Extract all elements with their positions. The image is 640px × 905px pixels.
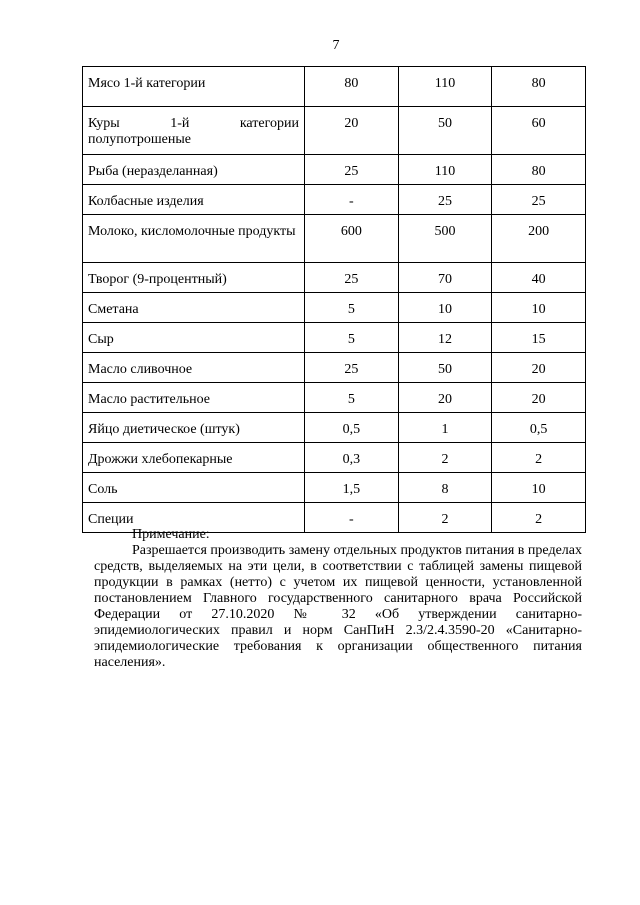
table-row <box>83 413 586 443</box>
value-cell-2: 70 <box>398 263 492 293</box>
table-body <box>83 67 586 533</box>
product-name-cell: Соль <box>83 473 305 503</box>
value-cell-3: 80 <box>492 155 586 185</box>
value-cell-2: 12 <box>398 323 492 353</box>
note-title: Примечание: <box>132 527 210 542</box>
table-row <box>83 323 586 353</box>
value-cell-1: 5 <box>305 383 399 413</box>
note-text: Разрешается производить замену отдельных продуктов питания в пределах средств, выделяемых на эти цели, в соответствии с таблицей замены пищевой продукции в рамках (нетто) с учетом их пищевой ценности, установленной постановлением Главного государственного санитарного врача Российской Федерации от 27.10.2020 № 32 «Об утверждении санитарно-эпидемиологических правил и норм СанПиН 2.3/2.4.3590-20 «Санитарно-эпидемиологические требования к организации общественного питания населения». <box>94 543 582 670</box>
value-cell-1: 80 <box>305 67 399 107</box>
product-name-cell: Рыба (неразделанная) <box>83 155 305 185</box>
value-cell-3: 10 <box>492 473 586 503</box>
note-section <box>94 527 582 671</box>
product-name-cell: Колбасные изделия <box>83 185 305 215</box>
value-cell-3: 0,5 <box>492 413 586 443</box>
value-cell-1: 5 <box>305 323 399 353</box>
product-name-cell: Куры 1-й категории полупотрошеные <box>83 107 305 155</box>
value-cell-3: 200 <box>492 215 586 263</box>
value-cell-2: 2 <box>398 503 492 533</box>
food-norms-table <box>82 66 586 533</box>
value-cell-1: - <box>305 185 399 215</box>
product-name-cell: Сыр <box>83 323 305 353</box>
value-cell-2: 25 <box>398 185 492 215</box>
product-name-cell: Дрожжи хлебопекарные <box>83 443 305 473</box>
value-cell-1: 5 <box>305 293 399 323</box>
value-cell-1: 0,3 <box>305 443 399 473</box>
value-cell-1: 20 <box>305 107 399 155</box>
table-row <box>83 443 586 473</box>
value-cell-2: 8 <box>398 473 492 503</box>
value-cell-2: 50 <box>398 353 492 383</box>
table-row <box>83 215 586 263</box>
value-cell-1: 25 <box>305 155 399 185</box>
value-cell-3: 20 <box>492 383 586 413</box>
value-cell-3: 80 <box>492 67 586 107</box>
value-cell-2: 50 <box>398 107 492 155</box>
table-row <box>83 473 586 503</box>
value-cell-3: 10 <box>492 293 586 323</box>
value-cell-2: 110 <box>398 67 492 107</box>
value-cell-2: 20 <box>398 383 492 413</box>
product-name-cell: Масло растительное <box>83 383 305 413</box>
table-row <box>83 383 586 413</box>
table-row <box>83 185 586 215</box>
product-name-cell: Мясо 1-й категории <box>83 67 305 107</box>
value-cell-1: 25 <box>305 263 399 293</box>
product-name-cell: Творог (9-процентный) <box>83 263 305 293</box>
table-row <box>83 353 586 383</box>
product-name-cell: Масло сливочное <box>83 353 305 383</box>
page-number: 7 <box>332 38 340 53</box>
value-cell-3: 15 <box>492 323 586 353</box>
product-name-cell: Специи <box>83 503 305 533</box>
product-name-cell: Яйцо диетическое (штук) <box>83 413 305 443</box>
value-cell-3: 60 <box>492 107 586 155</box>
value-cell-1: 1,5 <box>305 473 399 503</box>
value-cell-2: 1 <box>398 413 492 443</box>
value-cell-3: 2 <box>492 443 586 473</box>
value-cell-3: 20 <box>492 353 586 383</box>
table-row <box>83 107 586 155</box>
table-row <box>83 263 586 293</box>
table-row <box>83 155 586 185</box>
value-cell-1: 25 <box>305 353 399 383</box>
value-cell-1: 0,5 <box>305 413 399 443</box>
value-cell-2: 2 <box>398 443 492 473</box>
value-cell-2: 110 <box>398 155 492 185</box>
value-cell-1: - <box>305 503 399 533</box>
table-row <box>83 67 586 107</box>
value-cell-3: 2 <box>492 503 586 533</box>
value-cell-3: 25 <box>492 185 586 215</box>
product-name-cell: Молоко, кисломолочные продукты <box>83 215 305 263</box>
value-cell-1: 600 <box>305 215 399 263</box>
product-name-cell: Сметана <box>83 293 305 323</box>
value-cell-2: 10 <box>398 293 492 323</box>
value-cell-3: 40 <box>492 263 586 293</box>
table-row <box>83 293 586 323</box>
value-cell-2: 500 <box>398 215 492 263</box>
